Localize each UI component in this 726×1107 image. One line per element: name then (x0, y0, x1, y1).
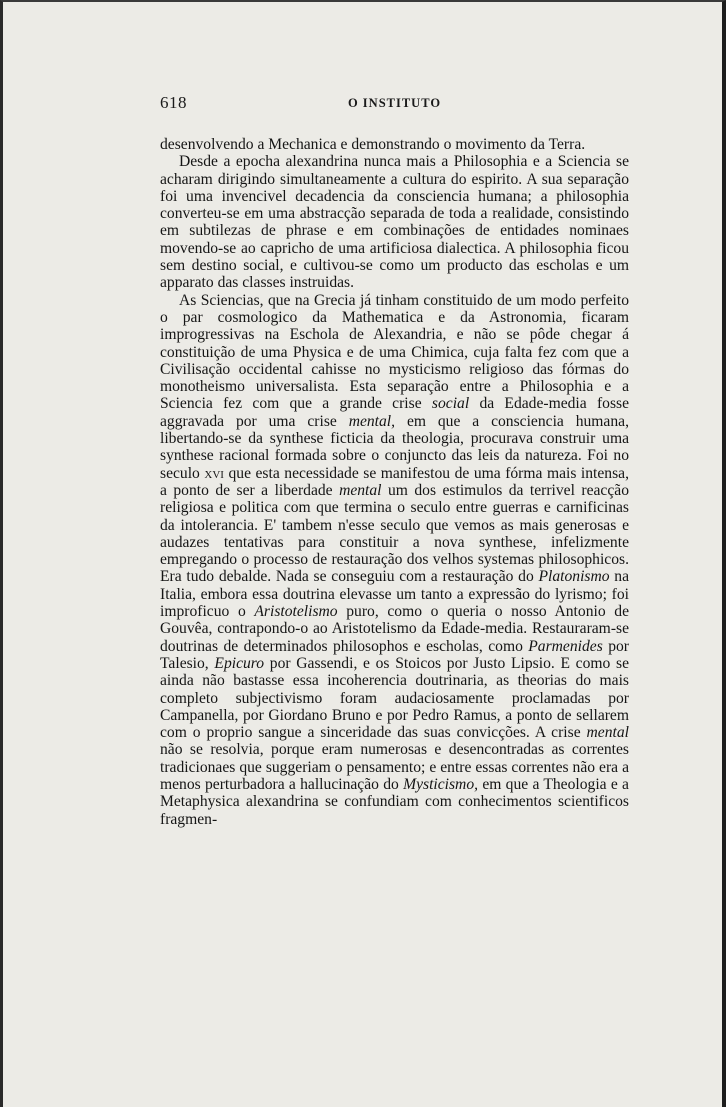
text-run: não se resolvia, porque eram numerosas e desencontradas as correntes tradicionaes que suggeriam o pensamento; e entre essas correntes não era a menos perturbadora a hallucinação do (160, 741, 629, 793)
emphasis: Mysticismo, (403, 775, 479, 793)
emphasis: social (431, 395, 470, 413)
text-run: desenvolvendo a Mechanica e demonstrando o movimento da Terra. (160, 136, 586, 153)
text-run: da Edade-media fosse aggravada por uma crise (160, 395, 629, 430)
text-run: Desde a epocha alexandrina nunca mais a Philosophia e a Sciencia se acharam dirigindo simultaneamente a cultura do espirito. A sua separação foi uma invencivel decadencia da consciencia humana; a philosophia converteu-se em uma abstracção separada de toda a realidade, consistindo em subtilezas de phrase e em combinações de entidades nominaes movendo-se ao capricho de uma artificiosa dialectica. A philosophia ficou sem destino social, e cultivou-se como um producto das escholas e um apparato das classes instruidas. (160, 153, 629, 292)
text-run: por Talesio, (160, 637, 629, 672)
text-run: em que a consciencia humana, libertando-se da synthese ficticia da theologia, procurava construir uma synthese racional formada sobre o conjuncto das leis da natureza. Foi no seculo (160, 412, 629, 482)
text-run: que esta necessidade se manifestou de uma fórma mais intensa, a ponto de ser a liberdade (160, 464, 629, 499)
text-run: na Italia, embora essa doutrina elevasse um tanto a expressão do lyrismo; foi improficuo o (160, 568, 629, 621)
page-header (160, 93, 629, 113)
emphasis: mental (586, 724, 629, 742)
emphasis: Epicuro (214, 654, 265, 672)
paragraph-1 (160, 136, 629, 153)
emphasis: Platonismo (538, 568, 610, 586)
paragraph-3 (160, 292, 629, 828)
emphasis: Parmenides (528, 637, 603, 655)
text-run: puro, como o queria o nosso Antonio de Gouvêa, contrapondo-o ao Aristotelismo da Edade-media. Restauraram-se doutrinas de determinados philosophos e escholas, como (160, 603, 629, 655)
text-run: um dos estimulos da terrivel reacção religiosa e politica com que termina o seculo entre guerras e carnificinas da intolerancia. E' tambem n'esse seculo que vemos as mais generosas e audazes tentativas para constituir a nova synthese, infelizmente empregando o processo de restauração dos velhos systemas philosophicos. Era tudo debalde. Nada se conseguiu com a restauração do (160, 481, 629, 586)
century-numeral: xvi (204, 464, 224, 482)
emphasis: Aristotelismo (254, 603, 338, 621)
running-title: O INSTITUTO (347, 96, 442, 110)
text-run: por Gassendi, e os Stoicos por Justo Lipsio. E como se ainda não bastasse essa incoherencia doutrinaria, as theorias do mais completo subjectivismo foram audaciosamente proclamadas por Campanella, por Giordano Bruno e por Pedro Ramus, a ponto de sellarem com o proprio sangue a sinceridade das suas convicções. A crise (160, 654, 630, 742)
text-run: As Sciencias, que na Grecia já tinham constituido de um modo perfeito o par cosmologico da Mathematica e da Astronomia, ficaram improgressivas na Eschola de Alexandria, e não se pôde chegar á constituição de uma Physica e de uma Chimica, cuja falta fez com que a Civilisação occidental cahisse no mysticismo religioso das fórmas do monotheismo universalista. Esta separação entre a Philosophia e a Sciencia fez com que a grande crise (160, 291, 629, 413)
emphasis: mental (339, 481, 382, 499)
text-run: em que a Theologia e a Metaphysica alexandrina se confundiam com conhecimentos scientificos fragmen- (160, 775, 629, 828)
emphasis: mental, (348, 412, 396, 430)
page-number: 618 (160, 93, 187, 112)
body-text (160, 136, 629, 828)
paragraph-2 (160, 153, 629, 291)
